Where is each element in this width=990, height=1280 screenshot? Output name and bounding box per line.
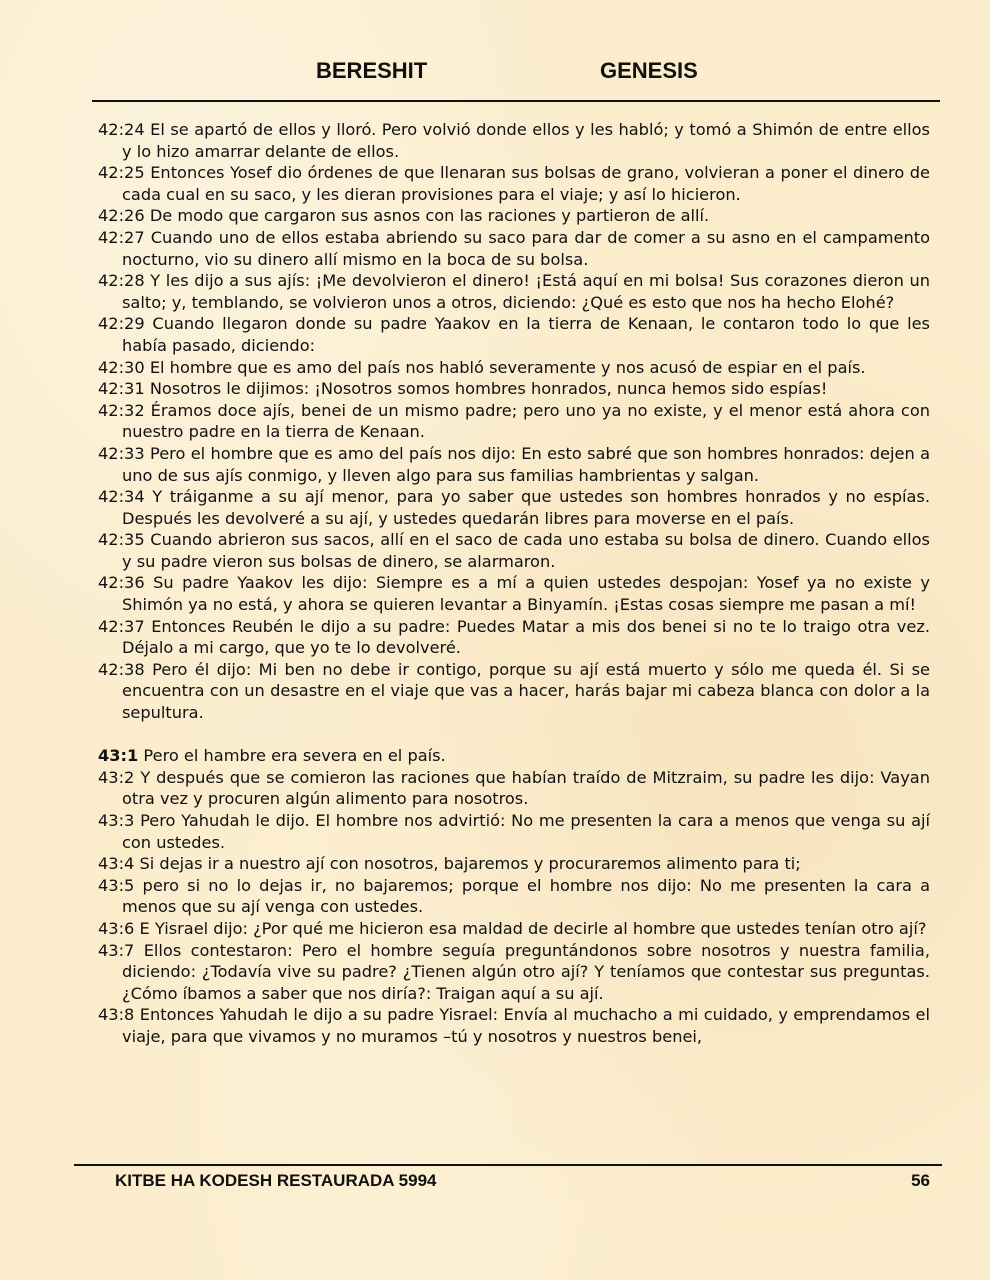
verse-ref: 42:30 [98,357,145,377]
verse [98,486,930,529]
verse [98,227,930,270]
verse-ref: 42:31 [98,379,145,399]
footer-divider [74,1164,942,1166]
verse-ref: 43:7 [98,940,135,960]
verse-ref: 42:25 [98,163,145,183]
verse-text: Nosotros le dijimos: ¡Nosotros somos hombres honrados, nunca hemos sido espías! [149,379,828,399]
verse-ref: 42:38 [98,659,145,679]
verse-text: Entonces Reubén le dijo a su padre: Puedes Matar a mis dos benei si no te lo traigo otra vez. Déjalo a mi cargo, que yo te lo devolveré. [122,616,930,658]
verse [98,853,930,875]
footer-title: KITBE HA KODESH RESTAURADA 5994 [115,1171,437,1190]
verse-text: Y después que se comieron las raciones que habían traído de Mitzraim, su padre les dijo: Vayan otra vez y procuren algún alimento para nosotros. [122,767,930,809]
chapter-start-ref: 43:1 [98,746,139,766]
verse [98,875,930,918]
verse-text: Pero el hambre era severa en el país. [143,746,446,766]
verse-ref: 43:2 [98,767,135,787]
header-book-hebrew: BERESHIT [316,58,428,83]
verse-text: Cuando uno de ellos estaba abriendo su saco para dar de comer a su asno en el campamento nocturno, vio su dinero allí mismo en la boca de su bolsa. [122,227,930,269]
verse [98,810,930,853]
verse-ref: 42:34 [98,487,145,507]
verse-text: Y tráiganme a su ají menor, para yo saber que ustedes son hombres honrados y no espías. Después les devolveré a su ají, y ustedes quedarán libres para moverse en el país. [122,487,930,528]
verse [98,357,930,379]
verse-ref: 43:8 [98,1005,135,1025]
header-book-english: GENESIS [600,58,698,83]
verse-text: pero si no lo dejas ir, no bajaremos; porque el hombre nos dijo: No me presenten la cara a menos que su ají venga con ustedes. [122,875,930,917]
chapter-gap [98,724,930,746]
verse-text: Pero él dijo: Mi ben no debe ir contigo, porque su ají está muerto y sólo me queda él. Si se encuentra con un desastre en el viaje que vas a hacer, harás bajar mi cabeza blanca con dolor a la sepultura. [122,659,930,723]
verse [98,745,930,767]
verse-ref: 43:5 [98,875,135,895]
verse [98,572,930,615]
verse [98,270,930,313]
verse [98,443,930,486]
verse-text: Pero el hombre que es amo del país nos dijo: En esto sabré que son hombres honrados: dejen a uno de sus ajís conmigo, y lleven algo para sus familias hambrientas y salgan. [122,443,931,485]
verse-ref: 42:28 [98,271,145,291]
verse-ref: 42:26 [98,206,145,226]
verse-text: Éramos doce ajís, benei de un mismo padre; pero uno ya no existe, y el menor está ahora con nuestro padre en la tierra de Kenaan. [122,400,930,442]
page-header [0,58,990,90]
verse-ref: 42:32 [98,400,145,420]
header-divider [92,100,940,102]
verse-ref: 42:35 [98,530,145,550]
verse [98,767,930,810]
verse [98,313,930,356]
verse [98,119,930,162]
verse [98,940,930,1005]
verse-text: Si dejas ir a nuestro ají con nosotros, bajaremos y procuraremos alimento para ti; [139,854,801,874]
verse [98,205,930,227]
verse-text: Y les dijo a sus ajís: ¡Me devolvieron el dinero! ¡Está aquí en mi bolsa! Sus corazones dieron un salto; y, temblando, se volvieron unos a otros, diciendo: ¿Qué es esto que nos ha hecho Elohé? [122,271,930,312]
verse [98,378,930,400]
verse-ref: 42:37 [98,616,145,636]
page-body [98,119,930,1048]
verse-text: El hombre que es amo del país nos habló severamente y nos acusó de espiar en el país. [149,357,866,377]
verse-text: Cuando llegaron donde su padre Yaakov en la tierra de Kenaan, le contaron todo lo que les había pasado, diciendo: [122,314,930,355]
verse-text: Entonces Yahudah le dijo a su padre Yisrael: Envía al muchacho a mi cuidado, y emprendamos el viaje, para que vivamos y no muramos –tú y nosotros y nuestros benei, [122,1005,930,1046]
verse-ref: 42:29 [98,314,145,334]
verse-ref: 42:27 [98,227,145,247]
verse [98,529,930,572]
verse-text: Cuando abrieron sus sacos, allí en el saco de cada uno estaba su bolsa de dinero. Cuando ellos y su padre vieron sus bolsas de dinero, se alarmaron. [122,530,930,571]
verse-ref: 42:24 [98,120,145,139]
verse-ref: 43:3 [98,811,135,830]
verse-text: Ellos contestaron: Pero el hombre seguía preguntándonos sobre nosotros y nuestra familia, diciendo: ¿Todavía vive su padre? ¿Tienen algún otro ají? Y teníamos que contestar sus preguntas. ¿Cómo íbamos a saber que nos diría?: Traigan aquí a su ají. [122,940,930,1003]
verse [98,1004,930,1047]
verse-ref: 43:4 [98,854,135,874]
verse [98,918,930,940]
verse-text: Entonces Yosef dio órdenes de que llenaran sus bolsas de grano, volvieran a poner el dinero de cada cual en su saco, y les dieran provisiones para el viaje; y así lo hicieron. [122,163,930,204]
verse [98,162,930,205]
verse-text: Su padre Yaakov les dijo: Siempre es a mí a quien ustedes despojan: Yosef ya no existe y Shimón ya no está, y ahora se quieren levantar a Binyamín. ¡Estas cosas siempre me pasan a mí! [122,573,930,615]
page-number: 56 [911,1171,930,1190]
verse-text: De modo que cargaron sus asnos con las raciones y partieron de allí. [149,206,710,226]
verse [98,659,930,724]
verse-text: El se apartó de ellos y lloró. Pero volvió donde ellos y les habló; y tomó a Shimón de entre ellos y lo hizo amarrar delante de ellos. [122,120,930,161]
verse-text: Pero Yahudah le dijo. El hombre nos advirtió: No me presenten la cara a menos que venga su ají con ustedes. [122,811,930,852]
verse [98,616,930,659]
verse-ref: 42:33 [98,443,145,463]
verse-ref: 43:6 [98,918,135,938]
verse [98,400,930,443]
verse-ref: 42:36 [98,573,145,593]
verse-text: E Yisrael dijo: ¿Por qué me hicieron esa maldad de decirle al hombre que ustedes tenían otro ají? [139,918,927,938]
